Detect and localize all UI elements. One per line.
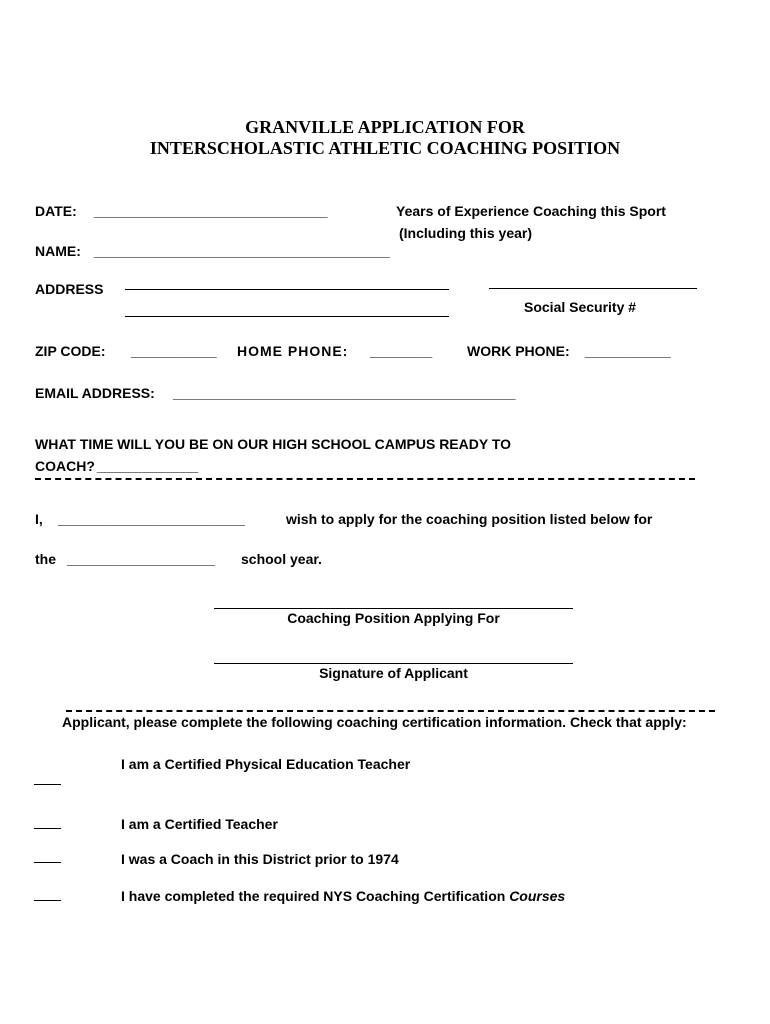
wish-to-apply-text: wish to apply for the coaching position listed below for bbox=[286, 511, 653, 527]
the-label: the bbox=[35, 551, 56, 567]
time-field[interactable]: _____________ bbox=[97, 458, 199, 474]
name-field[interactable]: ______________________________________ bbox=[94, 243, 390, 259]
coaching-position-caption: Coaching Position Applying For bbox=[287, 610, 500, 626]
school-year-field[interactable]: ___________________ bbox=[67, 551, 215, 567]
applicant-i-label: I, bbox=[35, 511, 43, 527]
date-field[interactable]: ______________________________ bbox=[94, 203, 328, 219]
certification-divider bbox=[66, 710, 715, 712]
cert-item-nys-courses-italic: Courses bbox=[509, 888, 566, 904]
cert-item-pe-teacher: I am a Certified Physical Education Teacher bbox=[121, 756, 411, 772]
coaching-position-field-line[interactable] bbox=[214, 608, 573, 609]
home-phone-field[interactable]: ________ bbox=[370, 343, 433, 359]
years-experience-label: Years of Experience Coaching this Sport bbox=[396, 203, 666, 219]
section-divider bbox=[35, 478, 695, 480]
address-line-2[interactable] bbox=[125, 316, 449, 317]
cert-item-prior-coach: I was a Coach in this District prior to 1974 bbox=[121, 851, 399, 867]
address-label: ADDRESS bbox=[35, 281, 104, 297]
work-phone-field[interactable]: ___________ bbox=[585, 343, 671, 359]
zip-field[interactable]: ___________ bbox=[131, 343, 217, 359]
time-question-line2: COACH? bbox=[35, 458, 95, 474]
home-phone-label: HOME PHONE: bbox=[237, 343, 349, 359]
checkbox-nys-courses[interactable] bbox=[34, 900, 61, 901]
cert-item-nys-courses bbox=[121, 888, 565, 904]
school-year-text: school year. bbox=[241, 551, 322, 567]
checkbox-pe-teacher[interactable] bbox=[34, 784, 61, 785]
cert-item-certified-teacher: I am a Certified Teacher bbox=[121, 816, 278, 832]
ssn-label: Social Security # bbox=[524, 299, 637, 315]
address-line-1[interactable] bbox=[125, 289, 449, 290]
name-label: NAME: bbox=[35, 243, 81, 259]
zip-label: ZIP CODE: bbox=[35, 343, 106, 359]
checkbox-certified-teacher[interactable] bbox=[34, 828, 61, 829]
email-label: EMAIL ADDRESS: bbox=[35, 385, 155, 401]
work-phone-label: WORK PHONE: bbox=[467, 343, 570, 359]
form-title-line1: GRANVILLE APPLICATION FOR bbox=[245, 117, 525, 137]
signature-caption: Signature of Applicant bbox=[319, 665, 468, 681]
applicant-name-field[interactable]: ________________________ bbox=[58, 511, 245, 527]
years-experience-note: (Including this year) bbox=[399, 225, 533, 241]
date-label: DATE: bbox=[35, 203, 77, 219]
signature-field-line[interactable] bbox=[214, 663, 573, 664]
cert-item-nys-courses-text: I have completed the required NYS Coaching Certification bbox=[121, 888, 510, 904]
ssn-field-line[interactable] bbox=[489, 288, 697, 289]
checkbox-prior-coach[interactable] bbox=[34, 862, 61, 863]
email-field[interactable]: ____________________________________________ bbox=[173, 385, 516, 401]
certification-instruction: Applicant, please complete the following coaching certification information. Check that apply: bbox=[62, 714, 687, 730]
time-question-line1: WHAT TIME WILL YOU BE ON OUR HIGH SCHOOL CAMPUS READY TO bbox=[35, 436, 512, 452]
form-title-line2: INTERSCHOLASTIC ATHLETIC COACHING POSITION bbox=[149, 138, 621, 158]
